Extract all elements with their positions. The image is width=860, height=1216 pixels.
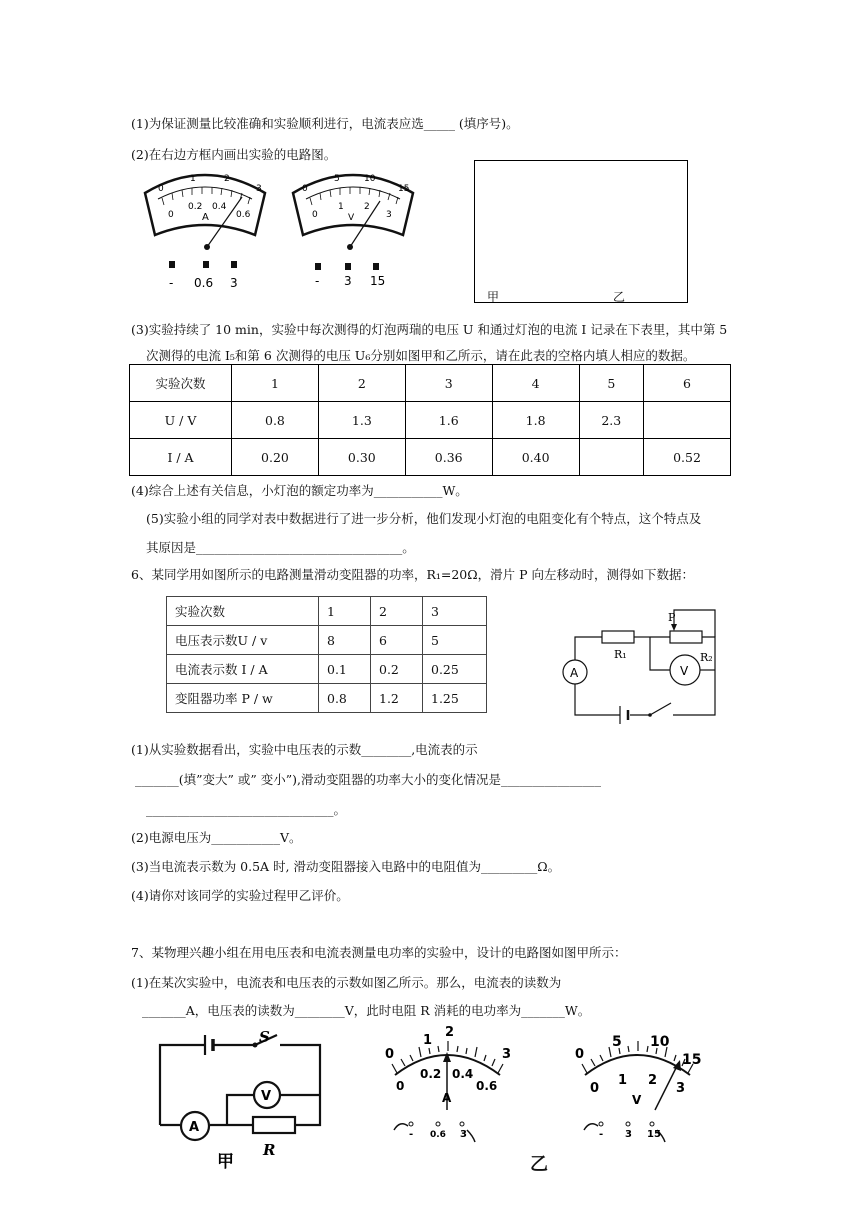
meter-unit: A bbox=[202, 212, 209, 223]
terminal-15: 15 bbox=[370, 274, 386, 288]
q5-part3-line1: (3)实验持续了 10 min，实验中每次测得的灯泡两瑞的电压 U 和通过灯泡的电流 I 记录在下表里，其中第 5 bbox=[131, 322, 728, 337]
q7-voltmeter-figure bbox=[570, 1020, 705, 1150]
table-cell: 3 bbox=[405, 365, 492, 402]
resistor-r1 bbox=[602, 631, 634, 643]
table-row bbox=[130, 439, 731, 476]
q6-sub3: (3)当电流表示数为 0.5A 时, 滑动变阻器接入电路中的电阻值为_________Ω。 bbox=[131, 859, 561, 874]
terminal-3: 3 bbox=[230, 276, 238, 290]
tick-top-3: 15 bbox=[398, 184, 410, 194]
tick-bottom-3: 0.6 bbox=[476, 1079, 498, 1093]
table-cell: 0.1 bbox=[319, 655, 371, 684]
circuit-drawing-box bbox=[474, 160, 688, 303]
table-cell: 1 bbox=[319, 597, 371, 626]
label-r1: R₁ bbox=[614, 648, 627, 661]
q6-sub1-line2: _______(填”变大” 或” 变小”),滑动变阻器的功率大小的变化情况是________________ bbox=[135, 772, 601, 787]
table-cell: 5 bbox=[423, 626, 487, 655]
table-cell: 0.40 bbox=[492, 439, 579, 476]
table-row bbox=[167, 655, 487, 684]
table-cell: 变阻器功率 P / w bbox=[167, 684, 319, 713]
table-cell: 5 bbox=[579, 365, 643, 402]
table-cell: 1 bbox=[232, 365, 319, 402]
tick-bottom-1: 0.2 bbox=[188, 202, 203, 212]
table-row bbox=[130, 402, 731, 439]
terminal-3: 3 bbox=[625, 1129, 632, 1140]
tick-bottom-0: 0 bbox=[312, 210, 318, 220]
q5-part5-line1: (5)实验小组的同学对表中数据进行了进一步分析，他们发现小灯泡的电阻变化有个特点，这个特点及 bbox=[146, 511, 702, 526]
rheostat-r2 bbox=[670, 631, 702, 643]
table-row bbox=[130, 365, 731, 402]
tick-bottom-1: 0.2 bbox=[420, 1067, 442, 1081]
table-cell: 电压表示数U / v bbox=[167, 626, 319, 655]
tick-bottom-1: 1 bbox=[618, 1073, 628, 1088]
table-cell: U / V bbox=[130, 402, 232, 439]
slider-arrow bbox=[671, 624, 677, 631]
q5-data-table bbox=[129, 364, 731, 476]
tick-top-2: 2 bbox=[445, 1025, 455, 1040]
table-cell: 2.3 bbox=[579, 402, 643, 439]
tick-bottom-3: 3 bbox=[676, 1081, 686, 1096]
table-cell: 0.30 bbox=[318, 439, 405, 476]
tick-bottom-2: 0.4 bbox=[212, 202, 227, 212]
terminal-3: 3 bbox=[344, 274, 352, 288]
table-cell: 6 bbox=[371, 626, 423, 655]
tick-top-1: 1 bbox=[423, 1033, 433, 1048]
table-cell: 0.2 bbox=[371, 655, 423, 684]
terminal-15: 15 bbox=[647, 1129, 661, 1140]
tick-bottom-3: 0.6 bbox=[236, 210, 251, 220]
table-cell: 电流表示数 I / A bbox=[167, 655, 319, 684]
table-cell bbox=[644, 402, 731, 439]
label-r: R bbox=[263, 1141, 276, 1159]
q7-title: 7、某物理兴趣小组在用电压表和电流表测量电功率的实验中，设计的电路图如图甲所示： bbox=[131, 945, 627, 960]
tick-top-0: 0 bbox=[158, 184, 164, 194]
terminal-neg: - bbox=[599, 1129, 604, 1140]
label-jia: 甲 bbox=[217, 1152, 234, 1172]
q5-part2: (2)在右边方框内画出实验的电路图。 bbox=[131, 147, 337, 162]
tick-bottom-0: 0 bbox=[396, 1079, 405, 1093]
table-cell: 2 bbox=[371, 597, 423, 626]
table-cell bbox=[579, 439, 643, 476]
tick-bottom-2: 2 bbox=[364, 202, 370, 212]
table-cell: 8 bbox=[319, 626, 371, 655]
tick-top-3: 15 bbox=[682, 1052, 702, 1068]
terminal-3: 3 bbox=[460, 1129, 467, 1140]
tick-bottom-0: 0 bbox=[168, 210, 174, 220]
tick-top-1: 5 bbox=[612, 1034, 622, 1050]
table-cell: 0.36 bbox=[405, 439, 492, 476]
tick-top-3: 3 bbox=[502, 1047, 512, 1062]
tick-top-0: 0 bbox=[302, 184, 308, 194]
q7-ammeter-figure bbox=[380, 1020, 515, 1150]
table-cell: 1.2 bbox=[371, 684, 423, 713]
meter-unit: V bbox=[632, 1093, 642, 1107]
q5-voltmeter-figure bbox=[288, 165, 418, 295]
tick-bottom-0: 0 bbox=[590, 1081, 600, 1096]
q7-figure-label-yi: 乙 bbox=[530, 1154, 548, 1175]
label-v: V bbox=[261, 1089, 272, 1104]
table-cell: I / A bbox=[130, 439, 232, 476]
label-r2: R₂ bbox=[700, 651, 713, 664]
table-cell: 2 bbox=[318, 365, 405, 402]
table-cell: 实验次数 bbox=[130, 365, 232, 402]
q5-part5-line2: 其原因是_________________________________。 bbox=[146, 540, 415, 555]
terminal-neg: - bbox=[409, 1129, 414, 1140]
resistor-r bbox=[253, 1117, 295, 1133]
q6-title: 6、某同学用如图所示的电路测量滑动变阻器的功率，R₁=20Ω，滑片 P 向左移动时，测得如下数据： bbox=[131, 567, 694, 582]
tick-top-3: 3 bbox=[256, 184, 262, 194]
meter-unit: A bbox=[442, 1091, 452, 1105]
table-cell: 1.25 bbox=[423, 684, 487, 713]
tick-top-1: 5 bbox=[334, 174, 340, 184]
terminal-neg: - bbox=[315, 274, 320, 288]
meter-unit: V bbox=[348, 213, 355, 223]
q5-part4: (4)综合上述有关信息，小灯泡的额定功率为___________W。 bbox=[131, 483, 468, 498]
table-cell: 6 bbox=[644, 365, 731, 402]
q5-ammeter-figure bbox=[140, 165, 270, 295]
table-row bbox=[167, 597, 487, 626]
q7-sub1-line1: (1)在某次实验中，电流表和电压表的示数如图乙所示。那么，电流表的读数为 bbox=[131, 975, 562, 990]
terminal-neg: - bbox=[169, 276, 174, 290]
table-cell: 0.52 bbox=[644, 439, 731, 476]
table-row bbox=[167, 626, 487, 655]
label-a: A bbox=[570, 666, 579, 680]
terminal-0.6: 0.6 bbox=[194, 276, 214, 290]
meter-needle bbox=[655, 1064, 678, 1110]
q6-data-table bbox=[166, 596, 487, 713]
terminal-0.6: 0.6 bbox=[430, 1130, 446, 1140]
table-cell: 1.8 bbox=[492, 402, 579, 439]
label-v: V bbox=[680, 664, 689, 678]
table-cell: 0.20 bbox=[232, 439, 319, 476]
table-row bbox=[167, 684, 487, 713]
tick-top-2: 10 bbox=[364, 174, 376, 184]
q7-circuit-diagram bbox=[155, 1030, 330, 1170]
q5-part3-line2: 次测得的电流 I₅和第 6 次测得的电压 U₆分别如图甲和乙所示，请在此表的空格内填人相应的数据。 bbox=[146, 348, 696, 363]
tick-top-2: 2 bbox=[224, 174, 230, 184]
label-s: S bbox=[259, 1028, 270, 1046]
table-cell: 实验次数 bbox=[167, 597, 319, 626]
box-label-jia: 甲 bbox=[487, 290, 500, 304]
label-p: P bbox=[668, 611, 676, 624]
table-cell: 0.25 bbox=[423, 655, 487, 684]
tick-bottom-3: 3 bbox=[386, 210, 392, 220]
tick-top-1: 1 bbox=[190, 174, 196, 184]
q6-sub2: (2)电源电压为___________V。 bbox=[131, 830, 302, 845]
label-a: A bbox=[189, 1120, 200, 1135]
q5-part1: (1)为保证测量比较准确和实验顺利进行，电流表应选_____ (填序号)。 bbox=[131, 116, 519, 131]
tick-top-0: 0 bbox=[385, 1047, 395, 1062]
tick-bottom-2: 2 bbox=[648, 1073, 658, 1088]
q6-circuit-diagram bbox=[550, 605, 730, 725]
table-cell: 0.8 bbox=[319, 684, 371, 713]
tick-bottom-2: 0.4 bbox=[452, 1067, 474, 1081]
meter-outline bbox=[293, 175, 413, 235]
tick-top-0: 0 bbox=[575, 1047, 585, 1062]
q6-sub1-line1: (1)从实验数据看出，实验中电压表的示数________,电流表的示 bbox=[131, 742, 478, 757]
table-cell: 1.3 bbox=[318, 402, 405, 439]
table-cell: 1.6 bbox=[405, 402, 492, 439]
tick-bottom-1: 1 bbox=[338, 202, 344, 212]
table-cell: 4 bbox=[492, 365, 579, 402]
table-cell: 0.8 bbox=[232, 402, 319, 439]
q6-sub4: (4)请你对该同学的实验过程甲乙评价。 bbox=[131, 888, 349, 903]
table-cell: 3 bbox=[423, 597, 487, 626]
tick-top-2: 10 bbox=[650, 1034, 670, 1050]
box-label-yi: 乙 bbox=[613, 290, 626, 304]
q6-sub1-line3: ______________________________。 bbox=[146, 802, 347, 817]
q7-sub1-line2: _______A，电压表的读数为________V，此时电阻 R 消耗的电功率为_______W。 bbox=[142, 1003, 591, 1018]
